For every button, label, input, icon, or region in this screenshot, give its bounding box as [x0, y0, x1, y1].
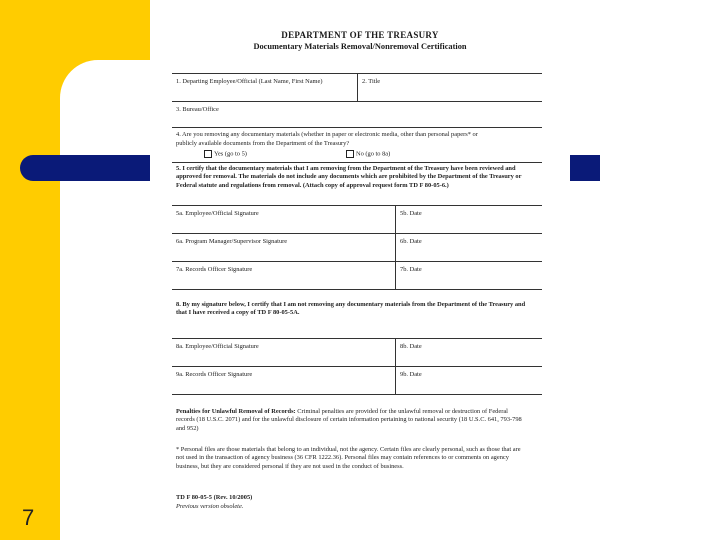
form-divider [357, 73, 358, 101]
signature-7a: 7a. Records Officer Signature [176, 266, 253, 273]
form-divider [395, 205, 396, 289]
question-4-line1: 4. Are you removing any documentary materials (whether in paper or electronic media, other than personal papers* or [176, 131, 478, 138]
slide-number: 7 [22, 505, 35, 530]
q4-yes-label: Yes (go to 5) [214, 150, 247, 158]
q4-no-label: No (go to 8a) [356, 150, 391, 158]
form-number: TD F 80-05-5 (Rev. 10/2005) [176, 494, 253, 501]
form-rule [172, 162, 542, 163]
question-5-certification: 5. I certify that the documentary materials that I am removing from the Department of the Treasury have been reviewed and approved for removal. The materials do not include any documents which are prohibited by the Department of the Treasury or Federal statute and regulations from removal. (Attach copy of approval request form TD F 80-05-6.) [176, 165, 522, 189]
form-rule [172, 338, 542, 339]
q4-no-option[interactable] [346, 150, 390, 158]
form-title: DEPARTMENT OF THE TREASURY [281, 30, 439, 40]
penalties-section [176, 408, 528, 433]
field-title: 2. Title [362, 78, 381, 85]
signature-5a: 5a. Employee/Official Signature [176, 210, 259, 217]
personal-files-footnote: * Personal files are those materials that belong to an individual, not the agency. Certain files are clearly personal, such as those that are not used in the transaction of agency business (36 CFR 1222.36). Personal files may contain references to or comments on agency business, but they are considered personal if they are not used in the conduct of business. [176, 446, 521, 470]
form-subtitle: Documentary Materials Removal/Nonremoval Certification [253, 42, 467, 51]
penalties-text: Criminal penalties are provided for the unlawful removal or destruction of Federal records (18 U.S.C. 2071) and for the unlawful disclosure of certain information pertaining to national security (18 U.S.C. 641, 793-798 and 952) [176, 408, 522, 432]
date-9b: 9b. Date [400, 371, 422, 378]
signature-8a: 8a. Employee/Official Signature [176, 343, 259, 350]
date-7b: 7b. Date [400, 266, 422, 273]
slide-accent-bar-right [566, 155, 600, 181]
form-rule [172, 394, 542, 395]
form-rule [172, 127, 542, 128]
field-departing-employee: 1. Departing Employee/Official (Last Name, First Name) [176, 78, 323, 85]
certification-form [150, 0, 570, 540]
date-5b: 5b. Date [400, 210, 422, 217]
date-8b: 8b. Date [400, 343, 422, 350]
question-8-certification: 8. By my signature below, I certify that I am not removing any documentary materials from the Department of the Treasury and that I have received a copy of TD F 80-05-5A. [176, 301, 526, 317]
date-6b: 6b. Date [400, 238, 422, 245]
form-rule [172, 101, 542, 102]
field-bureau-office: 3. Bureau/Office [176, 106, 219, 113]
form-rule [172, 205, 542, 206]
checkbox-no[interactable] [346, 150, 354, 158]
checkbox-yes[interactable] [204, 150, 212, 158]
form-rule [172, 289, 542, 290]
penalties-title: Penalties for Unlawful Removal of Records: [176, 408, 296, 415]
signature-9a: 9a. Records Officer Signature [176, 371, 253, 378]
q4-yes-option[interactable] [204, 150, 247, 158]
form-rule [172, 366, 542, 367]
form-rule [172, 261, 542, 262]
signature-6a: 6a. Program Manager/Supervisor Signature [176, 238, 288, 245]
question-4-line2: publicly available documents from the Department of the Treasury? [176, 140, 350, 147]
form-rule [172, 233, 542, 234]
form-note: Previous version obsolete. [176, 503, 244, 510]
